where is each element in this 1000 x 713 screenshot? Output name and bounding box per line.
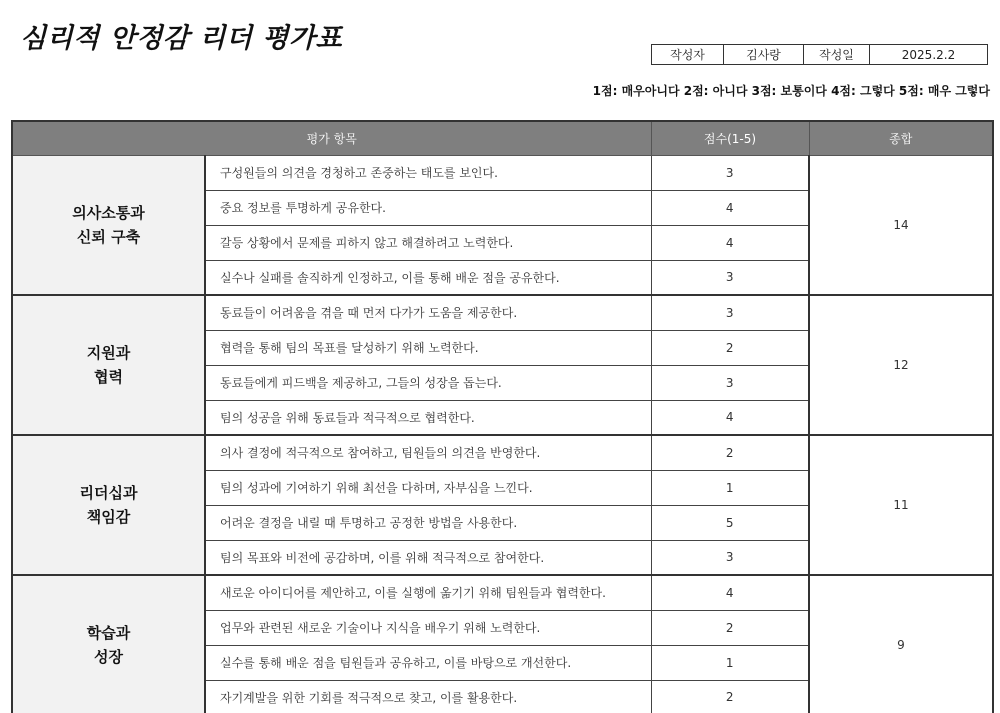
item-cell: 새로운 아이디어를 제안하고, 이를 실행에 옮기기 위해 팀원들과 협력한다. (205, 575, 651, 610)
category-line: 리더십과 (79, 484, 138, 502)
item-cell: 협력을 통해 팀의 목표를 달성하기 위해 노력한다. (205, 330, 651, 365)
category-cell (12, 155, 205, 295)
table-row (12, 575, 993, 610)
table-row (12, 295, 993, 330)
category-cell (12, 435, 205, 575)
category-line: 의사소통과 (72, 203, 145, 222)
table-header-row (12, 121, 993, 155)
category-line: 학습과 (86, 624, 131, 642)
score-cell[interactable]: 2 (651, 330, 809, 365)
score-cell[interactable]: 4 (651, 400, 809, 435)
date-label: 작성일 (804, 45, 870, 65)
header-item: 평가 항목 (12, 121, 651, 155)
category-line: 협력 (94, 368, 123, 386)
category-line: 지원과 (86, 344, 131, 362)
item-cell: 동료들이 어려움을 겪을 때 먼저 다가가 도움을 제공한다. (205, 295, 651, 330)
header-score: 점수(1-5) (651, 121, 809, 155)
category-line: 책임감 (86, 508, 131, 526)
score-cell[interactable]: 1 (651, 470, 809, 505)
header-total: 종합 (809, 121, 993, 155)
category-cell (12, 575, 205, 713)
score-cell[interactable]: 1 (651, 645, 809, 680)
page-title: 심리적 안정감 리더 평가표 (20, 23, 343, 54)
total-cell: 14 (809, 155, 993, 295)
item-cell: 자기계발을 위한 기회를 적극적으로 찾고, 이를 활용한다. (205, 680, 651, 713)
score-cell[interactable]: 4 (651, 575, 809, 610)
score-cell[interactable]: 3 (651, 540, 809, 575)
item-cell: 구성원들의 의견을 경청하고 존중하는 태도를 보인다. (205, 155, 651, 190)
category-line: 성장 (94, 648, 123, 666)
item-cell: 실수나 실패를 솔직하게 인정하고, 이를 통해 배운 점을 공유한다. (205, 260, 651, 295)
score-cell[interactable]: 2 (651, 610, 809, 645)
item-cell: 어려운 결정을 내릴 때 투명하고 공정한 방법을 사용한다. (205, 505, 651, 540)
score-cell[interactable]: 3 (651, 295, 809, 330)
evaluation-table (11, 120, 994, 713)
item-cell: 중요 정보를 투명하게 공유한다. (205, 190, 651, 225)
total-cell: 9 (809, 575, 993, 713)
item-cell: 팀의 성공을 위해 동료들과 적극적으로 협력한다. (205, 400, 651, 435)
table-row (12, 435, 993, 470)
score-cell[interactable]: 3 (651, 155, 809, 190)
score-cell[interactable]: 2 (651, 680, 809, 713)
author-label: 작성자 (652, 45, 724, 65)
item-cell: 팀의 목표와 비전에 공감하며, 이를 위해 적극적으로 참여한다. (205, 540, 651, 575)
total-cell: 11 (809, 435, 993, 575)
date-value[interactable]: 2025.2.2 (870, 45, 988, 65)
category-line: 신뢰 구축 (76, 227, 141, 246)
table-row (12, 155, 993, 190)
score-cell[interactable]: 4 (651, 225, 809, 260)
category-cell (12, 295, 205, 435)
score-cell[interactable]: 3 (651, 365, 809, 400)
score-cell[interactable]: 4 (651, 190, 809, 225)
meta-table (651, 44, 988, 65)
item-cell: 업무와 관련된 새로운 기술이나 지식을 배우기 위해 노력한다. (205, 610, 651, 645)
total-cell: 12 (809, 295, 993, 435)
author-value[interactable]: 김사랑 (724, 45, 804, 65)
item-cell: 팀의 성과에 기여하기 위해 최선을 다하며, 자부심을 느낀다. (205, 470, 651, 505)
score-legend: 1점: 매우아니다 2점: 아니다 3점: 보통이다 4점: 그렇다 5점: 매우 그렇다 (592, 84, 990, 98)
score-cell[interactable]: 3 (651, 260, 809, 295)
score-cell[interactable]: 5 (651, 505, 809, 540)
item-cell: 동료들에게 피드백을 제공하고, 그들의 성장을 돕는다. (205, 365, 651, 400)
item-cell: 의사 결정에 적극적으로 참여하고, 팀원들의 의견을 반영한다. (205, 435, 651, 470)
score-cell[interactable]: 2 (651, 435, 809, 470)
item-cell: 갈등 상황에서 문제를 피하지 않고 해결하려고 노력한다. (205, 225, 651, 260)
item-cell: 실수를 통해 배운 점을 팀원들과 공유하고, 이를 바탕으로 개선한다. (205, 645, 651, 680)
